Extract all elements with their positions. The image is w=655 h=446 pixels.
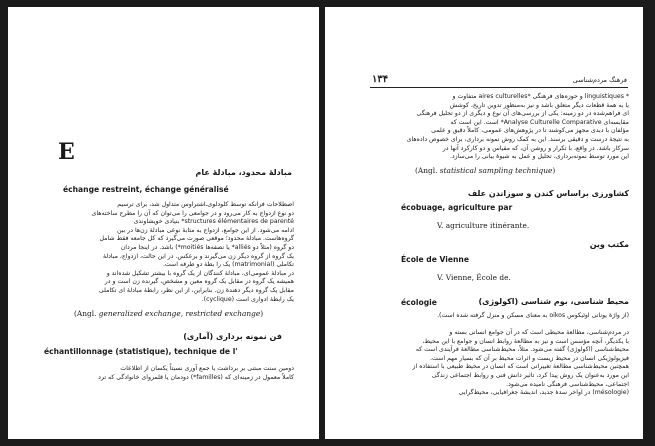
entry-body xyxy=(367,93,629,162)
entry-heading-latin: écobuage, agriculture par xyxy=(401,203,513,212)
english-gloss: (Angl. generalized exchange, restricted exchange) xyxy=(74,309,264,318)
body-line: یا به همۀ قطعات دیگر متعلق باشد و نیز به‌منظور تدوین تاریخ، کوشش xyxy=(449,101,629,109)
body-line: اصطلاحات فرانکه توسط کلود‌لوی‌ـ‌اشتراوس متداول شد، برای ترسیم xyxy=(117,201,294,208)
body-line: مقایسه‌ای Analyse Culturelle Comparative* است. این است که xyxy=(450,118,629,126)
body-line: به نتیجۀ درست و دقیقی برسند. این به کمک روش نمونه برداری، برای خصوص داده‌های xyxy=(406,135,629,143)
entry-heading-fa: مبادلۀ محدود، مبادلۀ عام xyxy=(195,168,292,177)
entry-body xyxy=(46,365,294,382)
body-line: محیط‌شناسی (اکولوژی) گفته می‌شود. مثلاً، محیط‌شناسی مطالعهٔ فرآیندی است که xyxy=(415,346,629,354)
section-letter: E xyxy=(58,139,75,165)
running-head: فرهنگ مردم‌شناسی xyxy=(572,76,627,84)
body-line: همیشه یک گروه در مقابل یک گروه معین و مشخص، گیرنده زن است و در xyxy=(104,278,294,286)
entry-heading-latin: École de Vienne xyxy=(401,255,469,264)
body-line: این مورد به‌عنوان یک روش پیدا کرد، تاثیر دانش فنی و روابط اجتماعی زندگی xyxy=(431,371,629,379)
body-line: مقابل یک گروه دیگر دهندهٔ زن. بنابراین، از این نظر، رابطهٔ مبادلهٔ ای تکاملی xyxy=(98,286,294,294)
header-rule xyxy=(370,87,628,88)
body-line: همچنین محیط‌شناسی مطالعهٔ تغییراتی است که انسان در محیط طبیعی با استفاده از xyxy=(412,363,629,371)
body-line: کاملاً معمول در زمینه‌ای که (familles*) دودمان یا قلمرو‌ای خانوادگی که ترد xyxy=(98,373,294,381)
body-line: * linguistiques و حوزه‌های فرهنگی *aires culturelles متفاوت و xyxy=(452,93,629,100)
entry-heading-fa: محیط شناسی، بوم شناسی (اکولوژی) xyxy=(478,297,629,306)
entry-heading-latin: écologie xyxy=(401,298,437,307)
body-line: دو گروه (مثلاً دو alliés* یا نصفه‌ها moitiés*) باشد. در اینجا مردان xyxy=(120,243,294,251)
body-line: دو نوع ازدواج به کار می‌رود و در جوامعی را می‌توان که آن را مطرح ساخته‌های xyxy=(91,209,294,217)
english-gloss: (Angl. statistical sampling technique) xyxy=(415,166,556,175)
entry-heading-latin: échantillonnage (statistique), technique de l' xyxy=(44,347,238,356)
body-line: فیزیولوژیکی انسان در محیط زیست و اثرات محیط بر آن که بسیار مهم است. xyxy=(430,354,629,362)
see-reference: V. agriculture itinérante. xyxy=(437,221,530,230)
body-line: تکاملی (matrimonial) یک را بطهٔ دو طرفه است. xyxy=(162,261,294,269)
page-number: ۱۳۴ xyxy=(372,74,389,85)
entry-body xyxy=(367,329,629,398)
body-line: سرکار باشد. در واقع، با تکرار و روشن آن، که مقیاس و دو کارکرد آنها در xyxy=(442,144,629,152)
body-line: مؤلفان با دیدی مجهز می‌کوشند تا در پژوهش‌های عمومی، کاملاً دقیق و علمی xyxy=(431,127,629,135)
see-reference: V. Vienne, École de. xyxy=(437,273,511,282)
body-line: در مردم‌شناسی، مطالعهٔ محیطی است که در آن جوامع انسانی بسته و xyxy=(449,329,629,336)
entry-heading-fa: فن نمونه برداری (آماری) xyxy=(183,332,282,341)
body-line: structures élémentaires de parenté* بنیادی خویشاوندی xyxy=(133,218,294,226)
body-line: ‌این مورد توسط نمونه‌برداری، تحلیل و عمل به شیوهٔ بیانی را می‌سازد. xyxy=(449,153,629,161)
entry-body xyxy=(46,201,294,304)
body-line: ادامه می‌شود. از این جوامع، ازدواج به مثابهٔ نوعی مبادلهٔ زن‌ها در بین xyxy=(116,226,294,234)
entry-heading-latin: échange restreint, échange généralisé xyxy=(63,185,229,194)
body-line: گروه‌هاست. مبادلهٔ محدود؛ موقعی صورت می‌گیرد که کل جامعه فقط شامل xyxy=(99,235,294,243)
body-line: در مبادلهٔ عمومی‌ای، مبادلهٔ کنندگان از یک گروه با بیشتر تشکیل شده‌اند و xyxy=(106,269,294,277)
gloss-term: statistical sampling technique xyxy=(439,166,553,175)
gloss-term: generalized exchange, restricted exchange xyxy=(98,309,261,318)
entry-heading-fa: کشاورزی براساس کندن و سوزاندن علف xyxy=(467,189,629,198)
left-page xyxy=(8,7,319,439)
body-line: یک رابطهٔ ادواری است (cyclique). xyxy=(201,295,294,303)
body-line: ‌ای فراهم‌شده در دو زمینه: یکی از بررسی‌های آن نوع و دیگری از دو تحلیل فرهنگی xyxy=(416,110,629,118)
etymology-note: (از واژهٔ یونانی اوئیکوس oikos به معنای مسکن و منزل گرفته شده است). xyxy=(437,312,629,319)
body-line: (mésologie) در اواخر سدهٔ جدید، اندیشهٔ جغرافیایی، محیط‌گرایی xyxy=(458,389,629,397)
right-page xyxy=(325,7,643,439)
body-line: با یکدیگر، آنچه مؤسس است و نیز به مطالعهٔ روابط انسان و جوامع با این محیط، xyxy=(422,337,629,345)
body-line: اجتماعی، محیط‌شناسی فرهنگی نامیده می‌شود. xyxy=(506,380,629,388)
entry-heading-fa: مکتب وین xyxy=(589,240,629,249)
body-line: یک گروه از گروه دیگر زن می‌گیرند و برعکس. در این حالت، ازدواج، مبادلهٔ xyxy=(102,252,294,260)
body-line: دومین سنت مبتنی بر برداشت یا جمع آوری نسبتاً یکسان از اطلاعات xyxy=(120,365,294,372)
